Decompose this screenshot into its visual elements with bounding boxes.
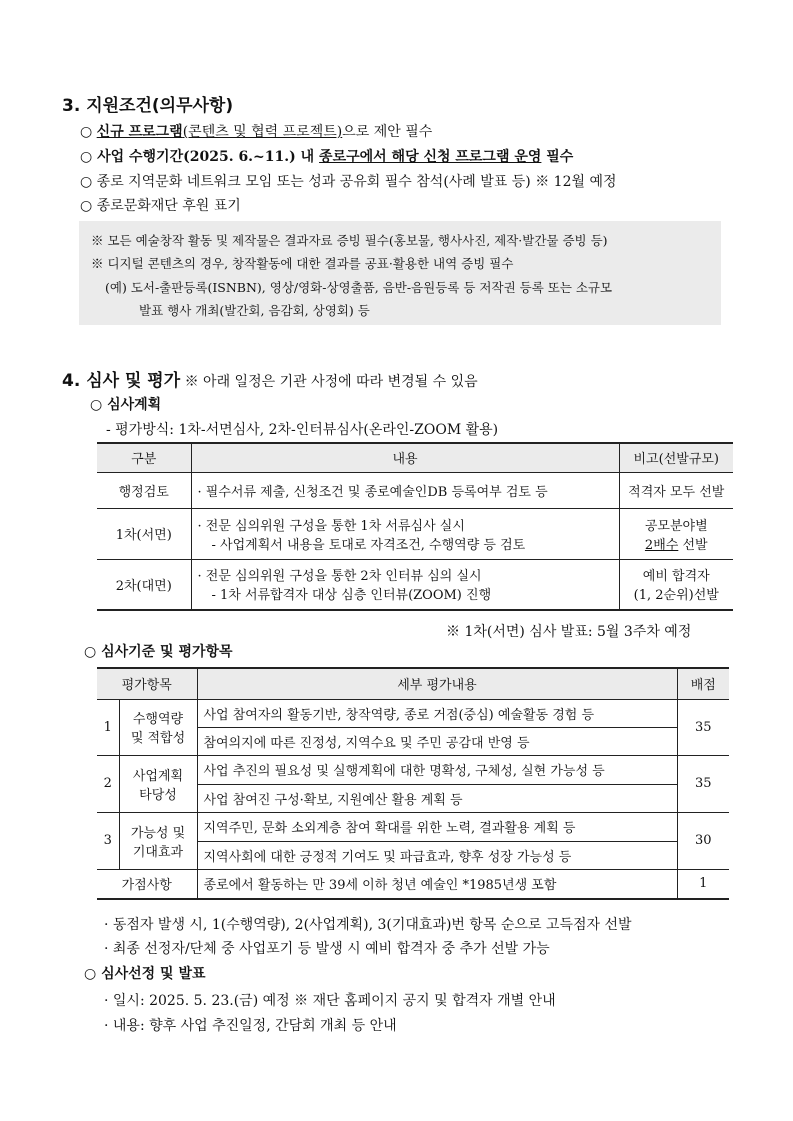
table-header-row: 구분 내용 비고(선발규모) bbox=[97, 443, 733, 472]
notice-line: ※ 모든 예술창작 활동 및 제작물은 결과자료 증빙 필수(홍보물, 행사사진, 제작·발간물 증빙 등) bbox=[91, 233, 608, 248]
selection-title: ○ 심사선정 및 발표 bbox=[84, 966, 206, 982]
condition-3: ○ 종로 지역문화 네트워크 모임 또는 성과 공유회 필수 참석(사례 발표 등) ※ 12월 예정 bbox=[80, 174, 617, 190]
announcement-date: · 일시: 2025. 5. 23.(금) 예정 ※ 재단 홈페이지 공지 및 합격자 개별 안내 bbox=[104, 993, 556, 1009]
table-row: 참여의지에 따른 진정성, 지역수요 및 주민 공감대 반영 등 bbox=[97, 727, 729, 755]
reserve-rule: · 최종 선정자/단체 중 사업포기 등 발생 시 예비 합격자 중 추가 선발 가능 bbox=[104, 941, 550, 957]
table-header-row: 평가항목 세부 평가내용 배점 bbox=[97, 668, 729, 699]
condition-2: ○ 사업 수행기간(2025. 6.~11.) 내 종로구에서 해당 신청 프로그램 운영 필수 bbox=[80, 149, 574, 165]
condition-1: ○ 신규 프로그램(콘텐츠 및 협력 프로젝트)으로 제안 필수 bbox=[80, 124, 433, 140]
table-row: 사업 참여진 구성·확보, 지원예산 활용 계획 등 bbox=[97, 784, 729, 812]
table-row: 지역사회에 대한 긍정적 기여도 및 파급효과, 향후 성장 가능성 등 bbox=[97, 841, 729, 869]
criteria-table bbox=[97, 667, 729, 900]
notice-example: (예) 도서-출판등록(ISNBN), 영상/영화-상영출품, 음반-음원등록 등 저작권 등록 또는 소규모 bbox=[105, 280, 613, 295]
notice-example: 발표 행사 개최(발간회, 음감회, 상영회) 등 bbox=[139, 303, 370, 318]
table-row: 1 수행역량 및 적합성 사업 참여자의 활동기반, 창작역량, 종로 거점(중심) 예술활동 경험 등 35 bbox=[97, 699, 729, 727]
table-row: 2차(대면) · 전문 심의위원 구성을 통한 2차 인터뷰 심의 실시 - 1차 서류합격자 대상 심층 인터뷰(ZOOM) 진행 예비 합격자 (1, 2순위)선발 bbox=[97, 559, 733, 610]
notice-line: ※ 디지털 콘텐츠의 경우, 창작활동에 대한 결과를 공표·활용한 내역 증빙 필수 bbox=[91, 256, 514, 271]
criteria-title: ○ 심사기준 및 평가항목 bbox=[84, 644, 233, 660]
table-row: 1차(서면) · 전문 심의위원 구성을 통한 1차 서류심사 실시 - 사업계획서 내용을 토대로 자격조건, 수행역량 등 검토 공모분야별 2배수 선발 bbox=[97, 508, 733, 559]
review-plan-table bbox=[97, 442, 733, 611]
first-review-announcement: ※ 1차(서면) 심사 발표: 5월 3주차 예정 bbox=[446, 624, 692, 640]
announcement-content: · 내용: 향후 사업 추진일정, 간담회 개최 등 안내 bbox=[104, 1018, 397, 1034]
table-row: 2 사업계획 타당성 사업 추진의 필요성 및 실행계획에 대한 명확성, 구체성, 실현 가능성 등 35 bbox=[97, 755, 729, 784]
table-row: 가점사항 종로에서 활동하는 만 39세 이하 청년 예술인 *1985년생 포함 1 bbox=[97, 869, 729, 899]
review-plan-title: ○ 심사계획 bbox=[90, 397, 162, 413]
tie-rule: · 동점자 발생 시, 1(수행역량), 2(사업계획), 3(기대효과)번 항목 순으로 고득점자 선발 bbox=[104, 917, 632, 933]
condition-4: ○ 종로문화재단 후원 표기 bbox=[80, 198, 241, 214]
section-3-title: 3. 지원조건(의무사항) bbox=[62, 96, 234, 116]
review-method: - 평가방식: 1차-서면심사, 2차-인터뷰심사(온라인-ZOOM 활용) bbox=[106, 422, 499, 438]
section-4-title: 4. 심사 및 평가 ※ 아래 일정은 기관 사정에 따라 변경될 수 있음 bbox=[62, 371, 478, 391]
condition-1-emphasis: 신규 프로그램 bbox=[96, 124, 183, 140]
table-row: 행정검토 · 필수서류 제출, 신청조건 및 종로예술인DB 등록여부 검토 등 적격자 모두 선발 bbox=[97, 472, 733, 508]
table-row: 3 가능성 및 기대효과 지역주민, 문화 소외계층 참여 확대를 위한 노력, 결과활용 계획 등 30 bbox=[97, 812, 729, 841]
notice-box bbox=[79, 221, 721, 325]
